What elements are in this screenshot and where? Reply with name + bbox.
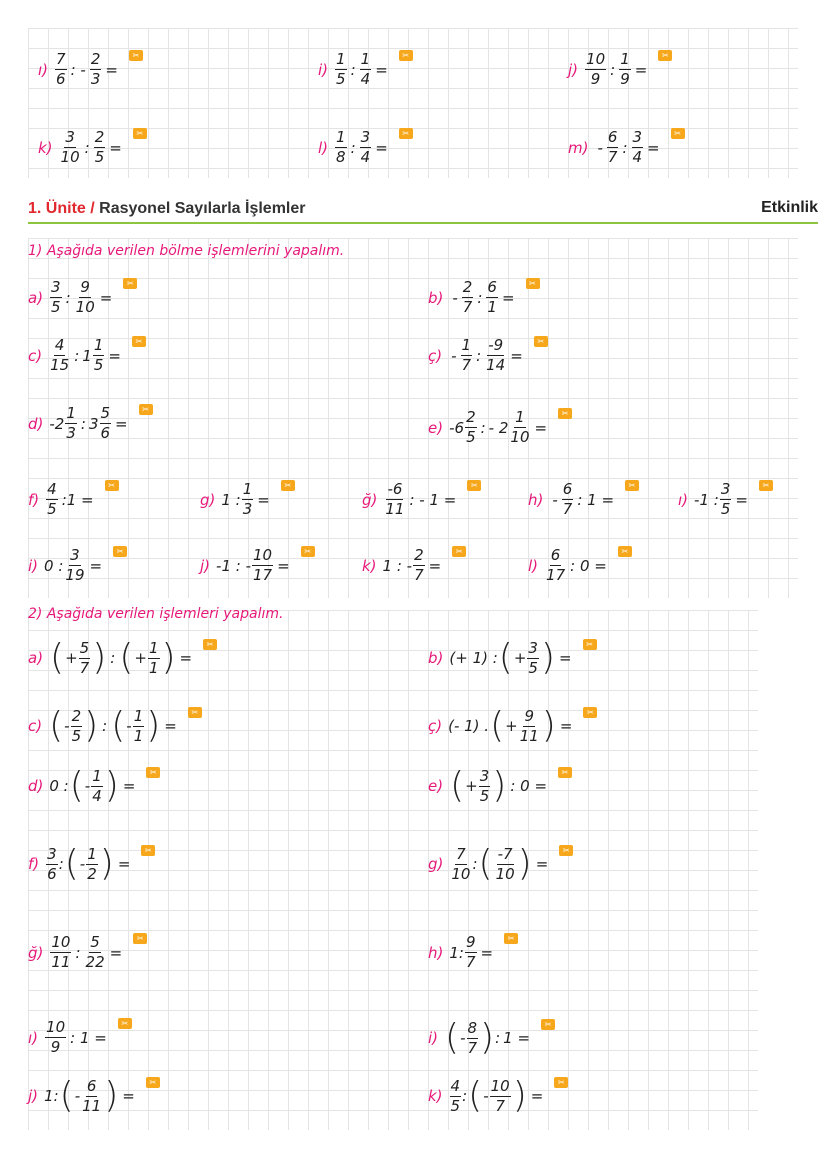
scissors-icon[interactable]: ✂ bbox=[759, 480, 773, 491]
scissors-icon[interactable]: ✂ bbox=[141, 845, 155, 856]
exercise-2g: g) $\frac{7}{10}$ : ( $\frac{-7}{10}$ ) = ✂ bbox=[428, 846, 573, 882]
scissors-icon[interactable]: ✂ bbox=[452, 546, 466, 557]
exercise-1g-breve: ğ) $\frac{-6}{11}$ : - 1 = ✂ bbox=[362, 482, 481, 517]
scissors-icon[interactable]: ✂ bbox=[203, 639, 217, 650]
scissors-icon[interactable]: ✂ bbox=[123, 278, 137, 289]
page-heading bbox=[28, 200, 305, 218]
exercise-2h: h) 1: $\frac{9}{7}$ = ✂ bbox=[428, 935, 518, 970]
scissors-icon[interactable]: ✂ bbox=[467, 480, 481, 491]
exercise-top-1: ı) $\frac{7}{6}$ : - $\frac{2}{3}$ = ✂ bbox=[38, 52, 143, 87]
exercise-2j: j) 1: ( - $\frac{6}{11}$ ) = ✂ bbox=[28, 1078, 160, 1114]
exercise-2d: d) 0 : ( - $\frac{1}{4}$ ) = ✂ bbox=[28, 768, 160, 804]
scissors-icon[interactable]: ✂ bbox=[146, 1077, 160, 1088]
scissors-icon[interactable]: ✂ bbox=[139, 404, 153, 415]
exercise-top-2: i) $\frac{1}{5}$ : $\frac{1}{4}$ = ✂ bbox=[318, 52, 413, 87]
scissors-icon[interactable]: ✂ bbox=[504, 933, 518, 944]
fraction: $\frac{2}{3}$ bbox=[90, 50, 101, 88]
section-1-title: 1) Aşağıda verilen bölme işlemlerini yapalım. bbox=[28, 243, 345, 259]
exercise-1d: d) -2 $\frac{1}{3}$ : 3 $\frac{5}{6}$ = ✂ bbox=[28, 406, 153, 441]
exercise-1c-cedilla: ç) - $\frac{1}{7}$ : $\frac{-9}{14}$ = ✂ bbox=[428, 338, 548, 373]
exercise-2c-cedilla: ç) (- 1) . ( + $\frac{9}{11}$ ) = ✂ bbox=[428, 708, 597, 744]
exercise-1k: k) 1 : - $\frac{2}{7}$ = ✂ bbox=[362, 548, 466, 583]
scissors-icon[interactable]: ✂ bbox=[399, 50, 413, 61]
scissors-icon[interactable]: ✂ bbox=[658, 50, 672, 61]
exercise-2k: k) $\frac{4}{5}$ : ( - $\frac{10}{7}$ ) = ✂ bbox=[428, 1078, 568, 1114]
exercise-1i-dotless: ı) -1 : $\frac{3}{5}$ = ✂ bbox=[678, 482, 773, 517]
exercise-2f: f) $\frac{3}{6}$ : ( - $\frac{1}{2}$ ) = ✂ bbox=[28, 846, 155, 882]
exercise-2i-dotless: ı) $\frac{10}{9}$ : 1 = ✂ bbox=[28, 1020, 132, 1055]
scissors-icon[interactable]: ✂ bbox=[105, 480, 119, 491]
exercise-1l: l) $\frac{6}{17}$ : 0 = ✂ bbox=[528, 548, 632, 583]
exercise-2c: c) ( - $\frac{2}{5}$ ) : ( - $\frac{1}{1}$ ) = ✂ bbox=[28, 708, 202, 744]
subject-title: Rasyonel Sayılarla İşlemler bbox=[99, 200, 306, 217]
scissors-icon[interactable]: ✂ bbox=[618, 546, 632, 557]
exercise-top-5: l) $\frac{1}{8}$ : $\frac{3}{4}$ = ✂ bbox=[318, 130, 413, 165]
exercise-1i: i) 0 : $\frac{3}{19}$ = ✂ bbox=[28, 548, 127, 583]
scissors-icon[interactable]: ✂ bbox=[399, 128, 413, 139]
scissors-icon[interactable]: ✂ bbox=[671, 128, 685, 139]
header-divider bbox=[28, 222, 818, 224]
scissors-icon[interactable]: ✂ bbox=[281, 480, 295, 491]
scissors-icon[interactable]: ✂ bbox=[188, 707, 202, 718]
exercise-2e: e) ( + $\frac{3}{5}$ ) : 0 = ✂ bbox=[428, 768, 572, 804]
exercise-1f: f) $\frac{4}{5}$ :1 = ✂ bbox=[28, 482, 119, 517]
scissors-icon[interactable]: ✂ bbox=[583, 707, 597, 718]
section-2-title: 2) Aşağıda verilen işlemleri yapalım. bbox=[28, 606, 284, 622]
scissors-icon[interactable]: ✂ bbox=[558, 408, 572, 419]
exercise-2i: i) ( - $\frac{8}{7}$ ) : 1 = ✂ bbox=[428, 1020, 555, 1056]
fraction: $\frac{7}{6}$ bbox=[56, 50, 66, 88]
scissors-icon[interactable]: ✂ bbox=[113, 546, 127, 557]
exercise-2g-breve: ğ) $\frac{10}{11}$ : $\frac{5}{22}$ = ✂ bbox=[28, 935, 147, 970]
scissors-icon[interactable]: ✂ bbox=[625, 480, 639, 491]
scissors-icon[interactable]: ✂ bbox=[129, 50, 143, 61]
exercise-top-3: j) $\frac{10}{9}$ : $\frac{1}{9}$ = ✂ bbox=[568, 52, 672, 87]
scissors-icon[interactable]: ✂ bbox=[559, 845, 573, 856]
scissors-icon[interactable]: ✂ bbox=[541, 1019, 555, 1030]
activity-tag: Etkinlik bbox=[761, 199, 818, 216]
exercise-2a: a) ( + $\frac{5}{7}$ ) : ( + $\frac{1}{1}$ ) = ✂ bbox=[28, 640, 217, 676]
scissors-icon[interactable]: ✂ bbox=[534, 336, 548, 347]
exercise-1c: c) $\frac{4}{15}$ : 1 $\frac{1}{5}$ = ✂ bbox=[28, 338, 146, 373]
scissors-icon[interactable]: ✂ bbox=[526, 278, 540, 289]
exercise-1h: h) - $\frac{6}{7}$ : 1 = ✂ bbox=[528, 482, 639, 517]
scissors-icon[interactable]: ✂ bbox=[146, 767, 160, 778]
scissors-icon[interactable]: ✂ bbox=[133, 933, 147, 944]
exercise-top-6: m) - $\frac{6}{7}$ : $\frac{3}{4}$ = ✂ bbox=[568, 130, 685, 165]
scissors-icon[interactable]: ✂ bbox=[554, 1077, 568, 1088]
exercise-1a: a) $\frac{3}{5}$ : $\frac{9}{10}$ = ✂ bbox=[28, 280, 137, 315]
scissors-icon[interactable]: ✂ bbox=[583, 639, 597, 650]
unit-label: 1. Ünite / bbox=[28, 200, 95, 217]
exercise-1e: e) -6 $\frac{2}{5}$ : - 2 $\frac{1}{10}$ = ✂ bbox=[428, 410, 572, 445]
exercise-1g: g) 1 : $\frac{1}{3}$ = ✂ bbox=[200, 482, 295, 517]
exercise-1j: j) -1 : - $\frac{10}{17}$ = ✂ bbox=[200, 548, 315, 583]
exercise-top-4: k) $\frac{3}{10}$ : $\frac{2}{5}$ = ✂ bbox=[38, 130, 147, 165]
scissors-icon[interactable]: ✂ bbox=[558, 767, 572, 778]
exercise-2b: b) (+ 1) : ( + $\frac{3}{5}$ ) = ✂ bbox=[428, 640, 597, 676]
scissors-icon[interactable]: ✂ bbox=[132, 336, 146, 347]
exercise-1b: b) - $\frac{2}{7}$ : $\frac{6}{1}$ = ✂ bbox=[428, 280, 540, 315]
scissors-icon[interactable]: ✂ bbox=[301, 546, 315, 557]
scissors-icon[interactable]: ✂ bbox=[118, 1018, 132, 1029]
scissors-icon[interactable]: ✂ bbox=[133, 128, 147, 139]
